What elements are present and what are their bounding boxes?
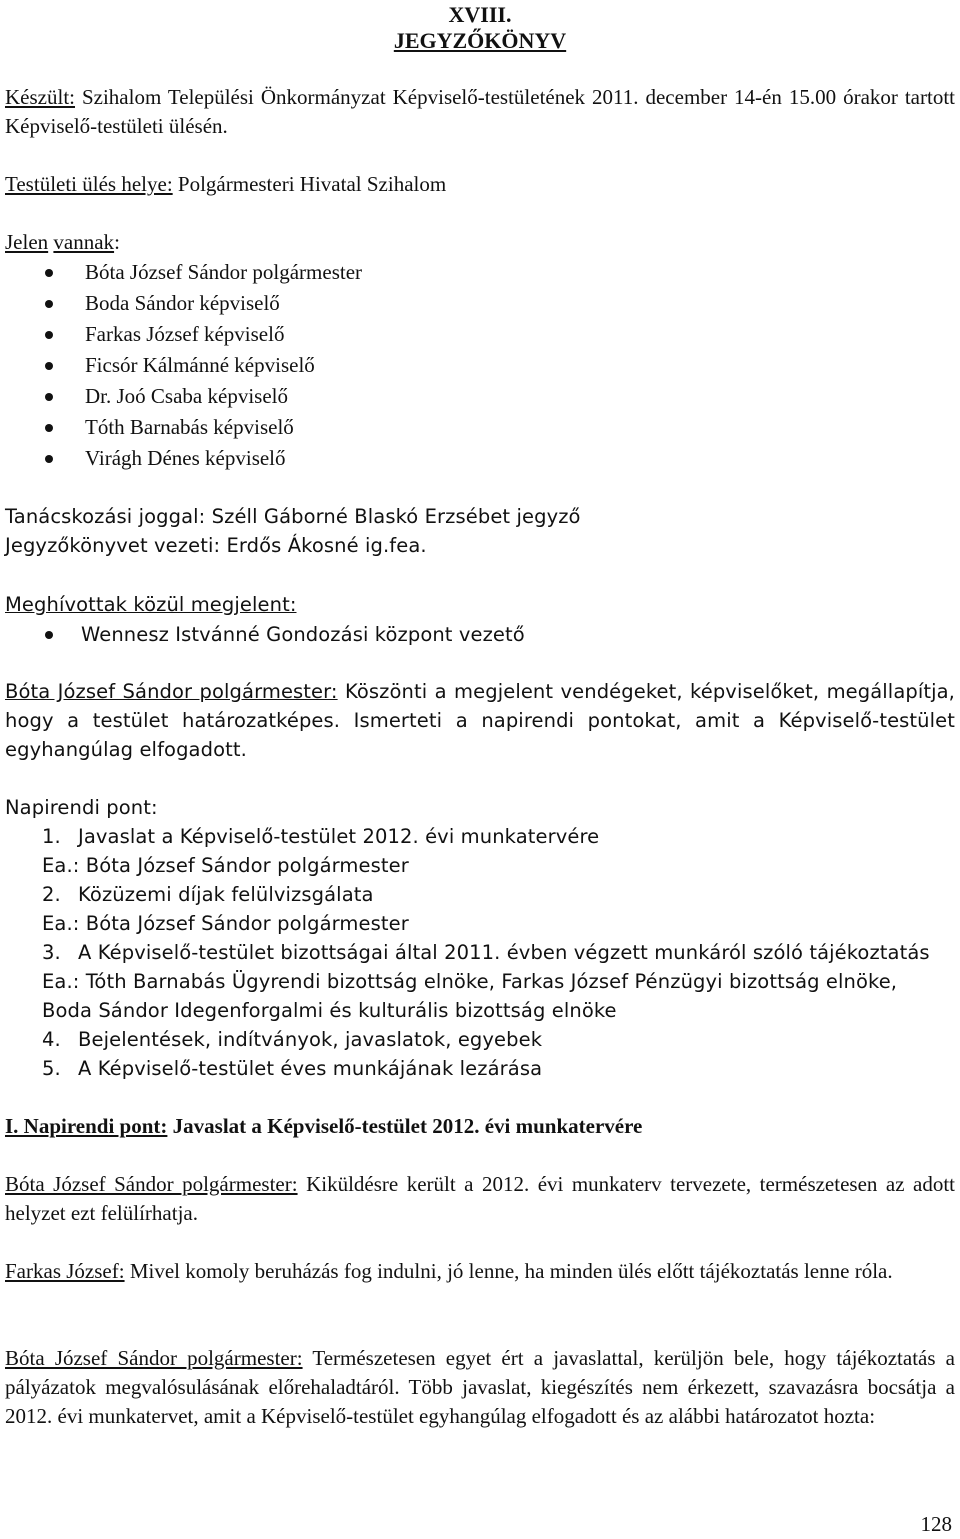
agenda-row: Boda Sándor Idegenforgalmi és kulturális bizottság elnöke: [42, 999, 617, 1022]
list-item: Boda Sándor képviselő: [45, 289, 362, 320]
speaker-label: Bóta József Sándor polgármester:: [5, 1346, 303, 1370]
paragraph: Farkas József: Mivel komoly beruházás fog indulni, jó lenne, ha minden ülés előtt tájékoztatás lenne róla.: [5, 1259, 893, 1283]
location-text: Polgármesteri Hivatal Szihalom: [177, 172, 447, 196]
section-heading-title: Javaslat a Képviselő-testület 2012. évi munkatervére: [172, 1114, 643, 1138]
opening-paragraph: Bóta József Sándor polgármester: Köszönti a megjelent vendégeket, képviselőket, megállapítja, hogy a testület határozatképes. Ismerteti a napirendi pontokat, amit a Képviselő-testület egyhangúlag elfogadott.: [5, 680, 955, 761]
speaker-label: Bóta József Sándor polgármester:: [5, 680, 338, 703]
advisory-line: Tanácskozási joggal: Széll Gáborné Blaskó Erzsébet jegyző: [5, 505, 581, 528]
list-item: Tóth Barnabás képviselő: [45, 413, 362, 444]
intro-label: Készült:: [5, 85, 75, 109]
agenda-row: 5. A Képviselő-testület éves munkájának lezárása: [42, 1057, 543, 1080]
bullet-icon: [45, 631, 53, 639]
agenda-row: Ea.: Tóth Barnabás Ügyrendi bizottság elnöke, Farkas József Pénzügyi bizottság elnöke,: [42, 970, 898, 993]
list-item: Dr. Joó Csaba képviselő: [45, 382, 362, 413]
invited-label: Meghívottak közül megjelent:: [5, 593, 297, 616]
agenda-row: 2. Közüzemi díjak felülvizsgálata: [42, 883, 374, 906]
location-label: Testületi ülés helye:: [5, 172, 173, 196]
section-heading: [5, 1112, 642, 1141]
agenda-row: Ea.: Bóta József Sándor polgármester: [42, 912, 409, 935]
agenda-row: Ea.: Bóta József Sándor polgármester: [42, 854, 409, 877]
meeting-location: [5, 170, 446, 199]
agenda-row: 4. Bejelentések, indítványok, javaslatok, egyebek: [42, 1028, 543, 1051]
agenda-label: Napirendi pont:: [5, 796, 158, 819]
bullet-icon: [45, 331, 53, 339]
bullet-icon: [45, 455, 53, 463]
agenda-row: 3. A Képviselő-testület bizottságai által 2011. évben végzett munkáról szóló tájékoztatás: [42, 941, 930, 964]
list-item: Wennesz Istvánné Gondozási központ vezető: [45, 620, 525, 651]
section-number: XVIII.: [448, 2, 512, 27]
minutes-by-line: Jegyzőkönyvet vezeti: Erdős Ákosné ig.fea.: [5, 534, 427, 557]
bullet-icon: [45, 362, 53, 370]
intro-paragraph: [5, 83, 955, 141]
paragraph: Bóta József Sándor polgármester: Kiküldésre került a 2012. évi munkaterv tervezete, természetesen az adott helyzet ezt felülírhatja.: [5, 1172, 956, 1225]
bullet-icon: [45, 424, 53, 432]
present-label: Jelen vannak:: [5, 230, 120, 254]
list-item: Virágh Dénes képviselő: [45, 444, 362, 475]
bullet-icon: [45, 393, 53, 401]
list-item: Farkas József képviselő: [45, 320, 362, 351]
page-number: 128: [920, 1512, 952, 1536]
list-item: Ficsór Kálmánné képviselő: [45, 351, 362, 382]
agenda-row: 1. Javaslat a Képviselő-testület 2012. évi munkatervére: [42, 825, 600, 848]
list-item: Bóta József Sándor polgármester: [45, 258, 362, 289]
speaker-label: Bóta József Sándor polgármester:: [5, 1172, 298, 1196]
invited-list: [45, 620, 525, 651]
bullet-icon: [45, 300, 53, 308]
document-title: JEGYZŐKÖNYV: [393, 28, 567, 53]
speaker-label: Farkas József:: [5, 1259, 125, 1283]
agenda-list: [42, 822, 957, 1083]
intro-text: Szihalom Települési Önkormányzat Képviselő-testületének 2011. december 14-én 15.00 órakor tartott Képviselő-testületi ülésén.: [5, 85, 956, 138]
section-heading-label: I. Napirendi pont:: [5, 1114, 168, 1138]
present-members-list: [45, 258, 362, 475]
bullet-icon: [45, 269, 53, 277]
paragraph: Bóta József Sándor polgármester: Természetesen egyet ért a javaslattal, kerüljön bele, hogy tájékoztatás a pályázatok megvalósulásának előrehaladtáról. Több javaslat, kiegészítés nem érkezett, szavazásra bocsátja a 2012. évi munkatervet, amit a Képviselő-testület egyhangúlag elfogadott és az alábbi határozatot hozta:: [5, 1346, 955, 1428]
